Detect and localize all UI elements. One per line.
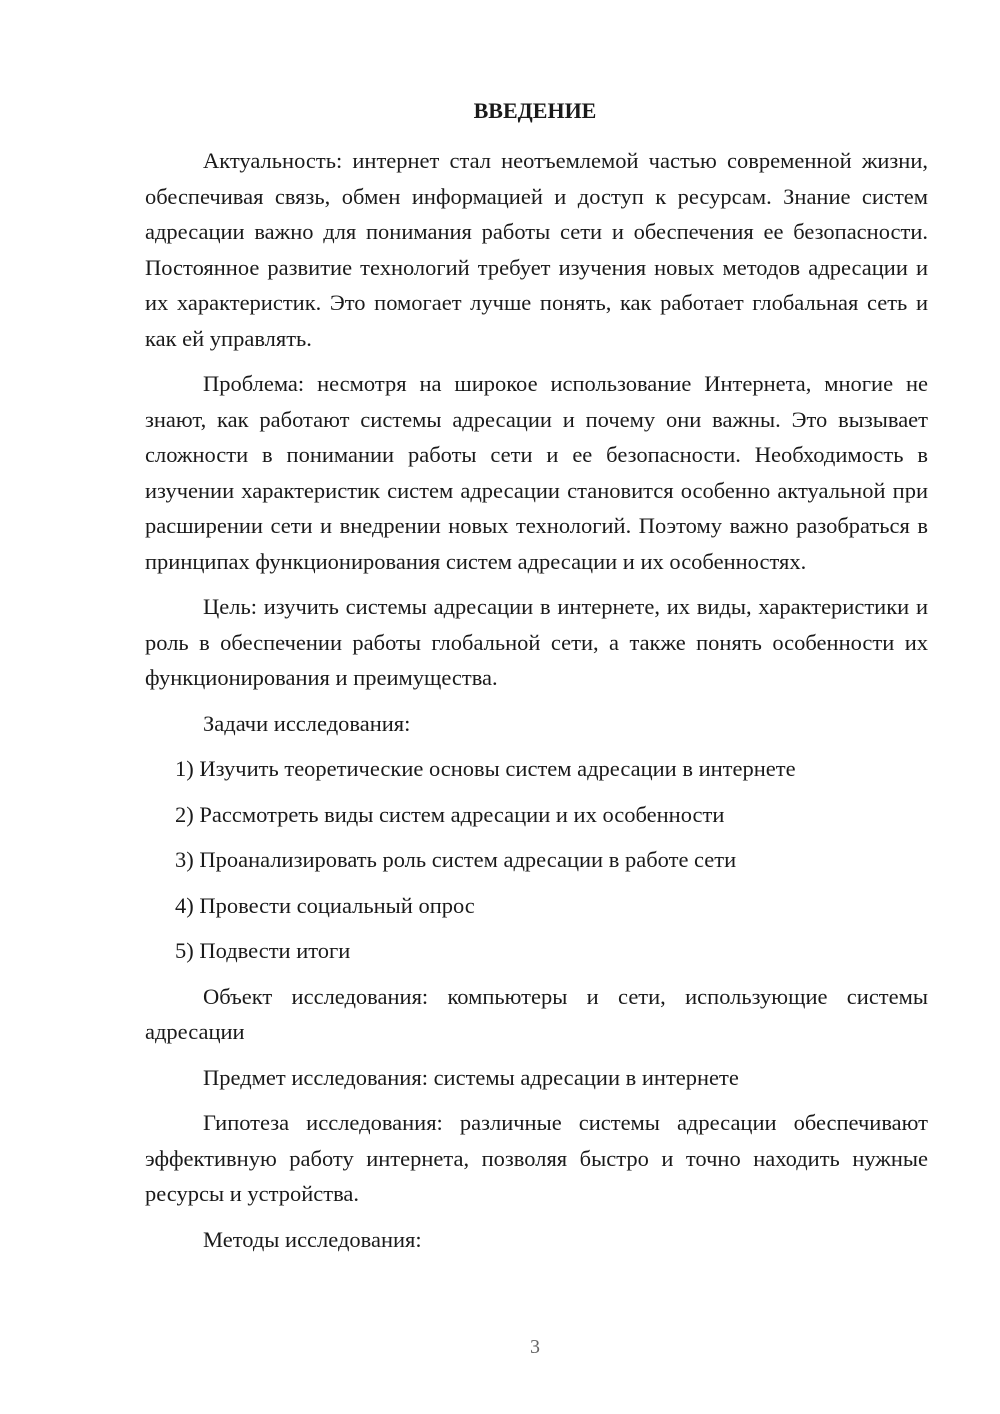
paragraph-hypothesis: Гипотеза исследования: различные системы адресации обеспечивают эффективную работу интернета, позволяя быстро и точно находить нужные ресурсы и устройства. (145, 1110, 928, 1206)
paragraph-tasks-heading: Задачи исследования: (203, 710, 411, 736)
paragraph-subject: Предмет исследования: системы адресации в интернете (203, 1064, 739, 1090)
list-item: 3) Проанализировать роль систем адресации в работе сети (175, 847, 737, 872)
list-item: 4) Провести социальный опрос (175, 892, 475, 918)
page-title: ВВЕДЕНИЕ (473, 98, 597, 123)
list-item: 2) Рассмотреть виды систем адресации и их особенности (175, 801, 725, 827)
page-number: 3 (530, 1336, 540, 1358)
document-body (145, 143, 928, 1267)
paragraph-goal: Цель: изучить системы адресации в интернете, их виды, характеристики и роль в обеспечении работы глобальной сети, а также понять особенности их функционирования и преимущества. (145, 594, 928, 690)
paragraph-relevance: Актуальность: интернет стал неотъемлемой частью современной жизни, обеспечивая связь, обмен информацией и доступ к ресурсам. Знание систем адресации важно для понимания работы сети и обеспечения ее безопасности. Постоянное развитие технологий требует изучения новых методов адресации и их характеристик. Это помогает лучше понять, как работает глобальная сеть и как ей управлять. (145, 148, 928, 351)
paragraph-object: Объект исследования: компьютеры и сети, использующие системы адресации (145, 983, 928, 1044)
list-item: 1) Изучить теоретические основы систем адресации в интернете (175, 756, 796, 781)
task-list (145, 751, 928, 969)
paragraph-problem: Проблема: несмотря на широкое использование Интернета, многие не знают, как работают системы адресации и почему они важны. Это вызывает сложности в понимании работы сети и ее безопасности. Необходимость в изучении характеристик систем адресации становится особенно актуальной при расширении сети и внедрении новых технологий. Поэтому важно разобраться в принципах функционирования систем адресации и их особенностях. (145, 371, 928, 574)
paragraph-methods: Методы исследования: (203, 1226, 422, 1252)
list-item: 5) Подвести итоги (175, 938, 351, 963)
